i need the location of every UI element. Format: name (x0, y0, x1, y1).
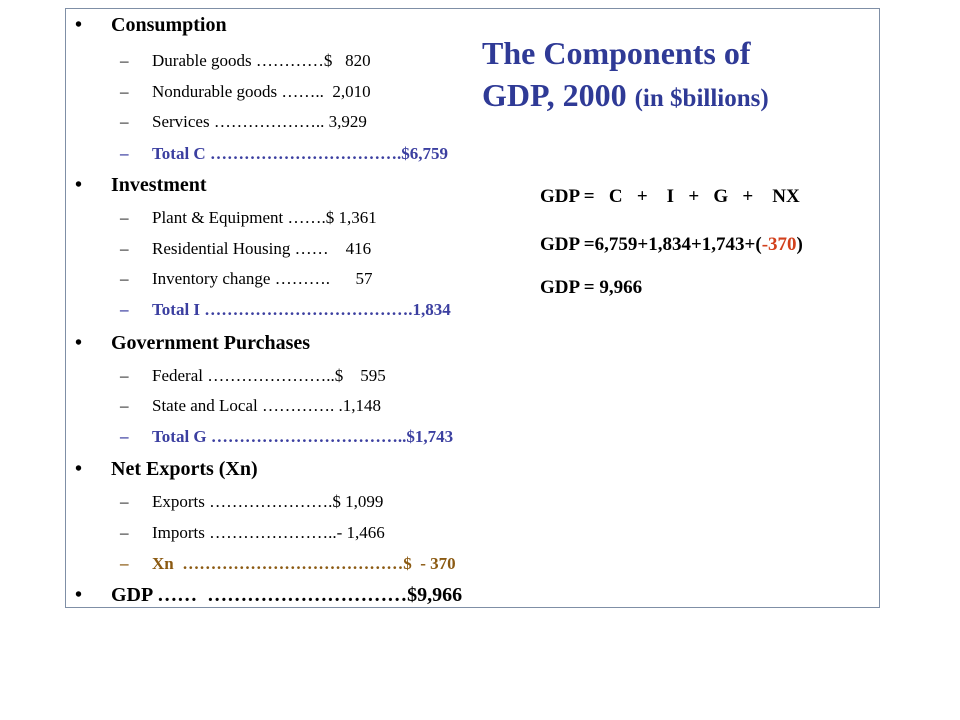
bullet-icon: • (75, 332, 83, 354)
net-exports-item: – Imports …………………..- 1,466 (120, 523, 385, 542)
net-exports-total: – Xn …………………………………$ - 370 (120, 554, 456, 573)
gdp-values-equation: GDP =6,759+1,834+1,743+(-370) (540, 234, 803, 255)
slide-title (482, 32, 769, 120)
government-heading: • Government Purchases (75, 332, 311, 354)
government-item: – State and Local …………. .1,148 (120, 396, 381, 415)
dash-icon: – (120, 366, 129, 385)
investment-heading: • Investment (75, 174, 207, 196)
title-line-2: GDP, 2000 (482, 77, 627, 113)
dash-icon: – (120, 396, 129, 415)
dash-icon: – (120, 82, 129, 101)
bullet-icon: • (75, 174, 83, 196)
dash-icon: – (120, 554, 129, 573)
gdp-heading: • GDP …… …………………………$9,966 (75, 584, 463, 606)
dash-icon: – (120, 208, 129, 227)
dash-icon: – (120, 239, 129, 258)
investment-item: – Plant & Equipment …….$ 1,361 (120, 208, 377, 227)
net-exports-item: – Exports ………………….$ 1,099 (120, 492, 384, 511)
gdp-result: GDP = 9,966 (540, 277, 643, 298)
dash-icon: – (120, 523, 129, 542)
bullet-icon: • (75, 458, 83, 480)
dash-icon: – (120, 269, 129, 288)
net-exports-heading: • Net Exports (Xn) (75, 458, 258, 480)
investment-item: – Inventory change ………. 57 (120, 269, 373, 288)
consumption-item: – Durable goods …………$ 820 (120, 51, 371, 70)
dash-icon: – (120, 492, 129, 511)
title-line-1: The Components of (482, 35, 751, 71)
dash-icon: – (120, 51, 129, 70)
consumption-total: – Total C …………………………….$6,759 (120, 144, 448, 163)
gdp-equation: GDP = C + I + G + NX (540, 186, 800, 207)
title-unit: (in $billions) (634, 85, 769, 112)
bullet-icon: • (75, 14, 83, 36)
investment-total: – Total I ……………………………….1,834 (120, 300, 451, 319)
investment-item: – Residential Housing …… 416 (120, 239, 372, 258)
bullet-icon: • (75, 584, 83, 606)
consumption-item: – Nondurable goods …….. 2,010 (120, 82, 371, 101)
dash-icon: – (120, 112, 129, 131)
government-item: – Federal …………………..$ 595 (120, 366, 386, 385)
dash-icon: – (120, 427, 129, 446)
negative-net-exports: -370 (761, 234, 797, 255)
dash-icon: – (120, 300, 129, 319)
consumption-item: – Services ……………….. 3,929 (120, 112, 367, 131)
dash-icon: – (120, 144, 129, 163)
consumption-heading: • Consumption (75, 14, 227, 36)
government-total: – Total G ……………………………..$1,743 (120, 427, 454, 446)
